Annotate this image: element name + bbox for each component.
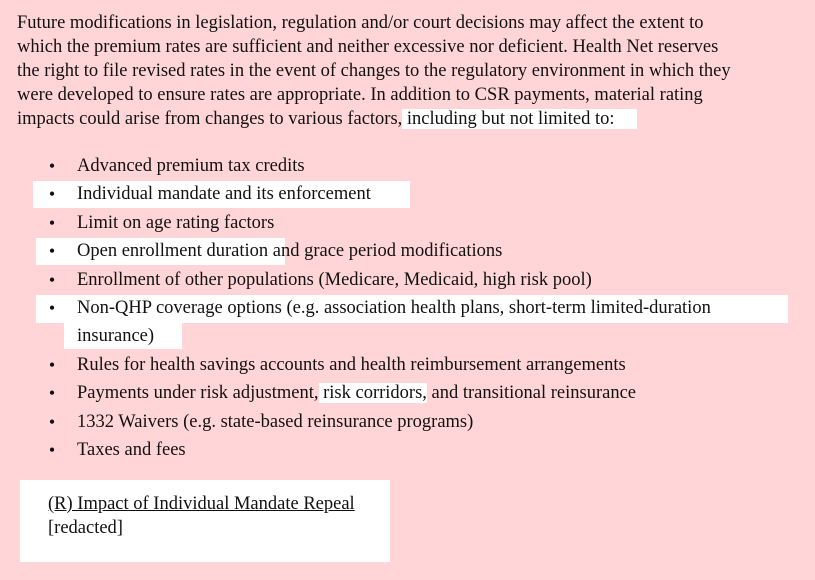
list-item-text: Enrollment of other populations (Medicare, Medicaid, high risk pool): [77, 269, 592, 290]
paragraph-line: [17, 107, 807, 131]
list-item-text: [77, 379, 636, 407]
list-item-text: Advanced premium tax credits: [77, 156, 305, 176]
bullet-icon: •: [48, 241, 56, 262]
bullet-icon: •: [48, 439, 56, 460]
paragraph-line: were developed to ensure rates are appropriate. In addition to CSR payments, material rating: [17, 85, 703, 105]
bullet-icon: •: [48, 297, 56, 318]
bullet-icon: •: [48, 184, 56, 205]
list-item-text: [77, 294, 711, 351]
bullet-icon: •: [48, 269, 56, 290]
list-item: [0, 180, 815, 208]
paragraph-text: impacts could arise from changes to various factors,: [17, 109, 403, 129]
list-item-text: 1332 Waivers (e.g. state-based reinsurance programs): [77, 411, 474, 432]
bullet-icon: •: [48, 354, 56, 375]
list-item: [0, 152, 815, 180]
paragraph-line: which the premium rates are sufficient and neither excessive nor deficient. Health Net reserves: [17, 37, 719, 57]
redacted-text: [redacted]: [48, 518, 123, 538]
list-item-text-part: Open enrollment duration: [77, 241, 269, 262]
mandate-repeal-section: [20, 480, 390, 562]
list-item-text: Individual mandate and its enforcement: [77, 184, 371, 205]
list-item: [0, 408, 815, 436]
list-item: [0, 436, 815, 464]
list-item-text-part: Payments under risk adjustment,: [77, 383, 319, 404]
bullet-icon: •: [48, 411, 56, 432]
list-item-text: Limit on age rating factors: [77, 212, 275, 233]
list-item-text: [77, 237, 502, 265]
bullet-icon: •: [48, 212, 56, 233]
list-item: [0, 351, 815, 379]
factor-list: [0, 152, 815, 464]
highlighted-text: including but not limited to:: [402, 109, 636, 129]
intro-paragraph: [17, 11, 807, 131]
list-item-text-line: insurance): [77, 326, 155, 347]
highlighted-text: risk corridors,: [318, 383, 427, 404]
bullet-icon: •: [48, 156, 56, 176]
list-item-text-part: and transitional reinsurance: [426, 383, 636, 404]
list-item-text: Taxes and fees: [77, 439, 186, 460]
list-item: [0, 209, 815, 237]
bullet-icon: •: [48, 383, 56, 404]
list-item-text-line: Non-QHP coverage options (e.g. association health plans, short-term limited-duration: [77, 297, 711, 318]
paragraph-line: Future modifications in legislation, regulation and/or court decisions may affect the extent to: [17, 13, 704, 33]
list-item-text: Rules for health savings accounts and health reimbursement arrangements: [77, 354, 626, 375]
list-item: [0, 379, 815, 407]
list-item: [0, 237, 815, 265]
list-item-text-part: and grace period modifications: [268, 241, 503, 262]
list-item: [0, 294, 815, 351]
list-item: [0, 266, 815, 294]
section-heading: (R) Impact of Individual Mandate Repeal: [48, 494, 355, 514]
paragraph-line: the right to file revised rates in the event of changes to the regulatory environment in which they: [17, 61, 731, 81]
